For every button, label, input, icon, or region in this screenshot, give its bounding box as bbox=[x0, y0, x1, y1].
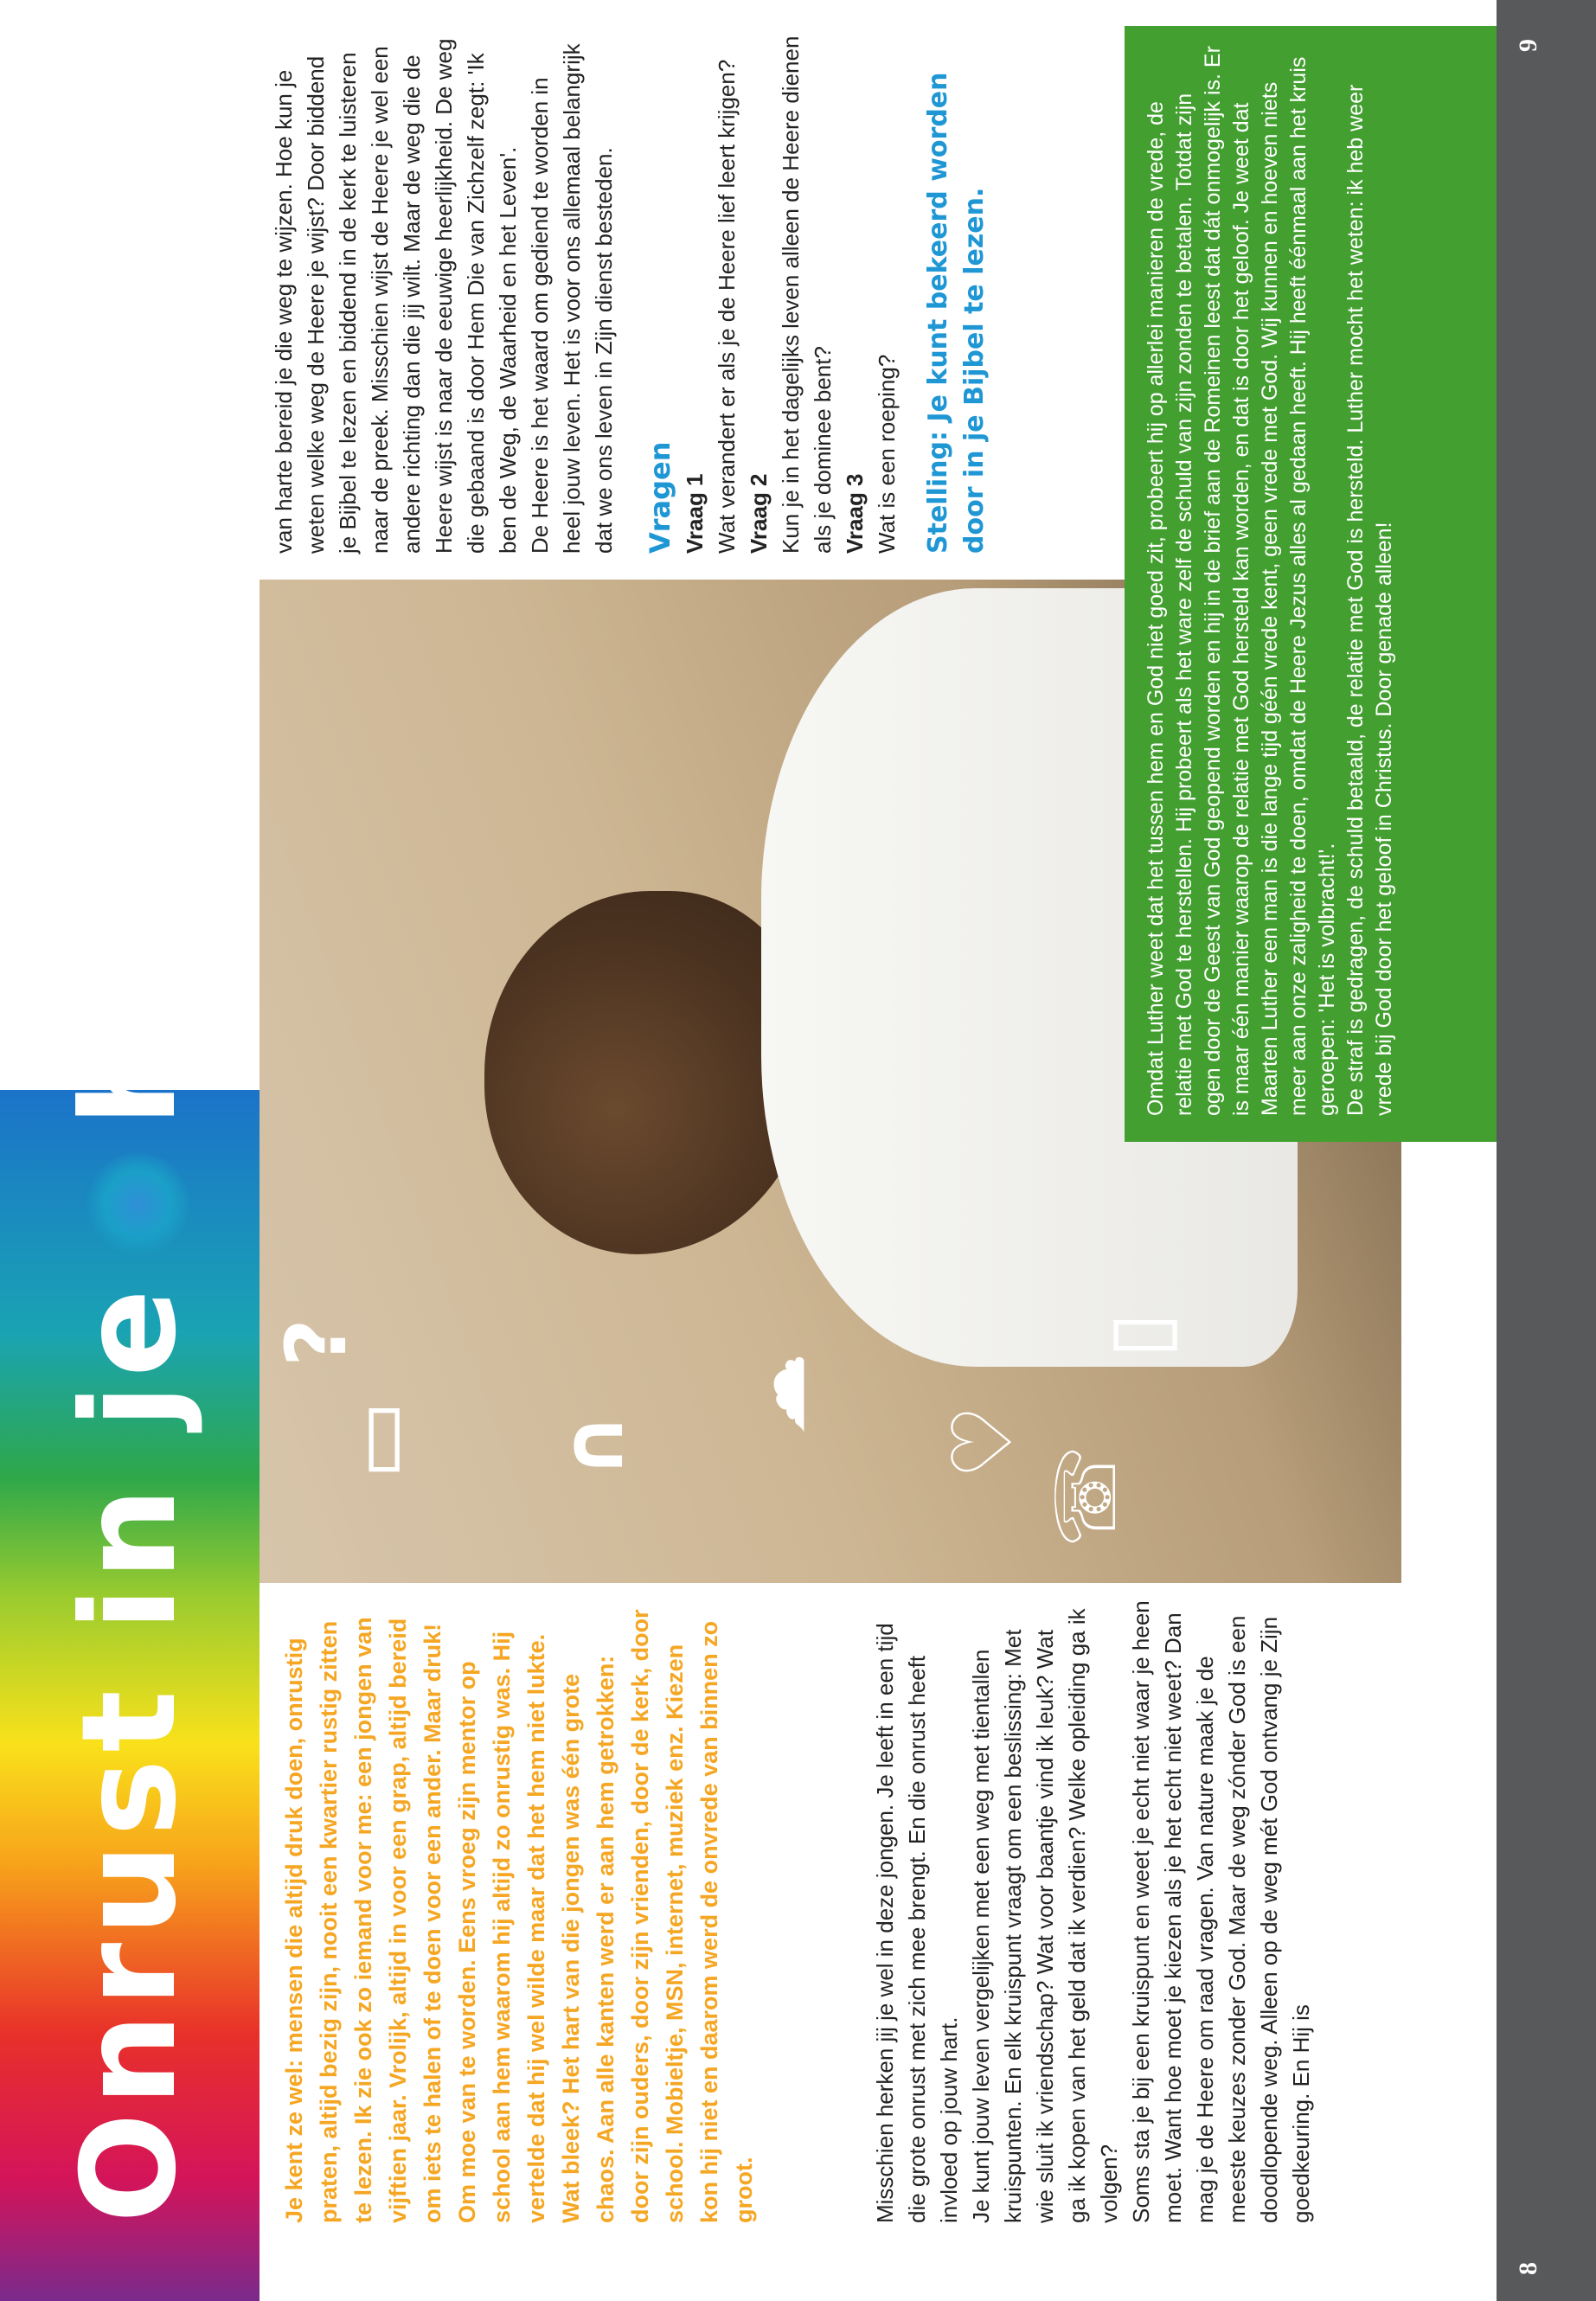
heart-icon: ♡ bbox=[934, 1404, 1031, 1479]
question-2-text: Kun je in het dagelijks leven alleen de Heere dienen als je dominee bent? bbox=[778, 35, 836, 554]
title-part-2: hart bbox=[54, 792, 205, 1127]
body-text-left bbox=[869, 1600, 1317, 2223]
rainbow-header-band bbox=[0, 792, 260, 2301]
question-2-label: Vraag 2 bbox=[746, 473, 772, 554]
battery-icon: ▯ bbox=[1090, 1312, 1187, 1358]
green-box-text bbox=[1142, 43, 1399, 1116]
question-3-label: Vraag 3 bbox=[842, 473, 868, 554]
page-title bbox=[52, 792, 208, 2223]
title-glow-dot bbox=[87, 1152, 190, 1256]
headphones-icon: ∩ bbox=[545, 1412, 642, 1479]
green-box-paragraph-2: De straf is gedragen, de schuld betaald, de relatie met God is hersteld. Luther mocht het weten: ik heb weer vrede bij God door het geloof in Christus. Door genade alleen! bbox=[1343, 84, 1396, 1116]
thought-cloud-icon: ☁ bbox=[727, 1353, 824, 1436]
body-left-paragraph-3: Soms sta je bij een kruispunt en weet je echt niet waar je heen moet. Want hoe moet je kiezen als je het echt niet weet? Dan mag je de Heere om raad vragen. Van nature maak je de meeste keuzes zonder God. Maar de weg zónder God is een doodlopende weg. Alleen op de weg mét God ontvang je Zijn goedkeuring. En Hij is bbox=[1128, 1600, 1314, 2223]
body-left-paragraph-2: Je kunt jouw leven vergelijken met een weg met tientallen kruispunten. En elk kruispunt vraagt om een beslissing: Met wie sluit ik vriendschap? Wat voor baantje vind ik leuk? Wat ga ik kopen van het geld dat ik verdien? Welke opleiding ga ik volgen? bbox=[968, 1608, 1122, 2223]
green-box-paragraph-1: Omdat Luther weet dat het tussen hem en God niet goed zit, probeert hij op allerlei manieren de vrede, de relatie met God te herstellen. Hij probeert als het ware zelf de schuld van zijn zonden te betalen. Totdat zijn ogen door de Geest van God geopend worden en hij in de brief aan de Romeinen leest dat dát onmogelijk is. Er is maar één manier waarop de relatie met God hersteld kan worden, en dat is door het geloof. Je weet dat Maarten Luther een man is die lange tijd géén vrede kent, geen vrede met God. Wij kunnen en hoeven niets meer aan onze zaligheid te doen, omdat de Heere Jezus alles al gedaan heeft. Hij heeft éénmaal aan het kruis geroepen: 'Het is volbracht!'. bbox=[1144, 46, 1339, 1116]
stelling-statement: Stelling: Je kunt bekeerd worden door in je Bijbel te lezen. bbox=[923, 72, 990, 554]
body-left-paragraph-1: Misschien herken jij je wel in deze jongen. Je leeft in een tijd die grote onrust met zich mee brengt. En die onrust heeft invloed op jouw hart. bbox=[872, 1623, 962, 2223]
question-1-text: Wat verandert er als je de Heere lief leert krijgen? bbox=[714, 59, 740, 554]
intro-paragraph: Je kent ze wel: mensen die altijd druk doen, onrustig praten, altijd bezig zijn, nooit een kwartier rustig zitten te lezen. Ik zie ook zo iemand voor me: een jongen van vijftien jaar. Vrolijk, altijd in voor een grap, altijd bereid om iets te halen of te doen voor een ander. Maar druk! Om moe van te worden. Eens vroeg zijn mentor op school aan hem waarom hij altijd zo onrustig was. Hij vertelde dat hij wel wilde maar dat het hem niet lukte. Wat bleek? Het hart van die jongen was één grote chaos. Aan alle kanten werd er aan hem getrokken: door zijn ouders, door zijn vrienden, door de kerk, door school. Mobieltje, MSN, internet, muziek enz. Kiezen kon hij niet en daarom werd de onvrede van binnen zo groot. bbox=[281, 1609, 757, 2223]
phone-icon: ☏ bbox=[1038, 1444, 1135, 1548]
body-right-paragraph-1: van harte bereid je die weg te wijzen. Hoe kun je weten welke weg de Heere je wijst? Door biddend je Bijbel te lezen en biddend in de kerk te luisteren naar de preek. Misschien wijst de Heere je wel een andere richting dan die jij wilt. Maar de weg die de Heere wijst is naar de eeuwige heerlijkheid. De weg die gebaand is door Hem Die van Zichzelf zegt: 'Ik ben de Weg, de Waarheid en het Leven'. bbox=[271, 38, 521, 554]
body-right-paragraph-2: De Heere is het waard om gediend te worden in heel jouw leven. Het is voor ons allemaal belangrijk dat we ons leven in Zijn dienst besteden. bbox=[527, 43, 617, 554]
laptop-icon: ▭ bbox=[329, 1400, 426, 1479]
title-part-1: Onrust in je bbox=[54, 1282, 205, 2223]
body-text-right bbox=[268, 35, 993, 554]
questions-heading: Vragen bbox=[644, 441, 676, 554]
page-number-left: 8 bbox=[1514, 2262, 1542, 2275]
question-1-label: Vraag 1 bbox=[682, 473, 708, 554]
question-mark-icon: ? bbox=[268, 1318, 365, 1367]
page-number-right: 9 bbox=[1514, 39, 1542, 52]
question-3-text: Wat is een roeping? bbox=[874, 354, 900, 554]
bottom-grey-bar bbox=[1497, 0, 1596, 2301]
